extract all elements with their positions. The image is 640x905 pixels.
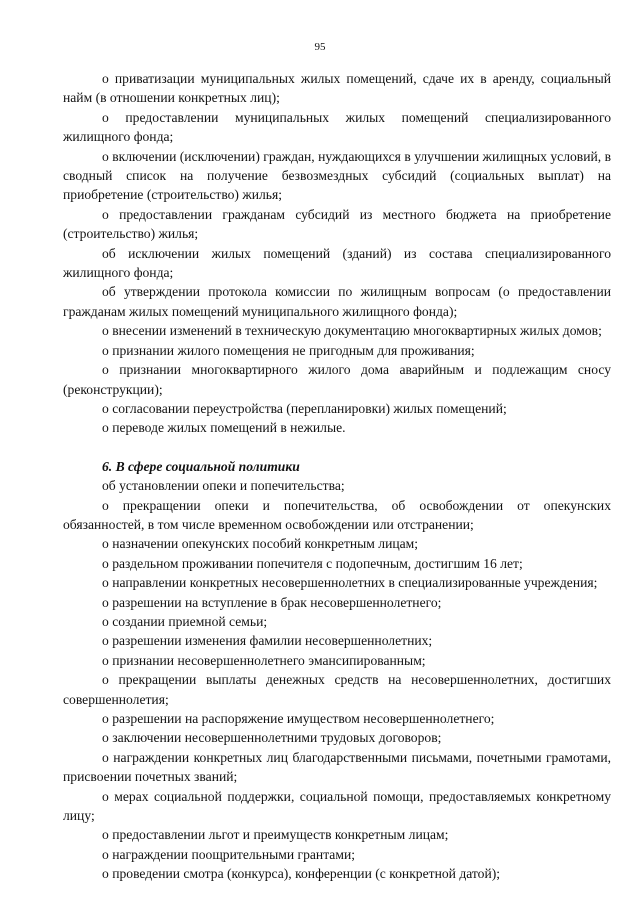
list-item: о разрешении изменения фамилии несовершеннолетних; <box>102 633 433 649</box>
list-item: о приватизации муниципальных жилых помещений, сдаче их в аренду, социальный найм (в отношении конкретных лиц); <box>63 71 611 106</box>
list-item: о предоставлении гражданам субсидий из местного бюджета на приобретение (строительство) жилья; <box>63 206 611 242</box>
list-item: о внесении изменений в техническую документацию многоквартирных жилых домов; <box>102 323 602 339</box>
list-item: о разрешении на распоряжение имуществом несовершеннолетнего; <box>102 711 495 726</box>
list-item: о признании многоквартирного жилого дома аварийным и подлежащим сносу (реконструкции); <box>63 362 611 397</box>
list-item: о награждении поощрительными грантами; <box>102 846 355 862</box>
list-item: о предоставлении муниципальных жилых помещений специализированного жилищного фонда; <box>63 109 611 145</box>
housing-list <box>63 69 611 438</box>
list-item: о признании жилого помещения не пригодным для проживания; <box>102 342 475 358</box>
list-item: об установлении опеки и попечительства; <box>102 478 345 494</box>
list-item: о включении (исключении) граждан, нуждающихся в улучшении жилищных условий, в сводный список на получение безвозмездных субсидий (социальных выплат) на приобретение (строительство) жилья; <box>63 148 611 203</box>
list-item: о разрешении на вступление в брак несовершеннолетнего; <box>102 594 442 610</box>
list-item: о раздельном проживании попечителя с подопечным, достигшим 16 лет; <box>102 555 523 571</box>
list-item: об утверждении протокола комиссии по жилищным вопросам (о предоставлении гражданам жилых помещений муниципального жилищного фонда); <box>63 284 611 319</box>
document-body <box>63 69 611 884</box>
list-item: об исключении жилых помещений (зданий) из состава специализированного жилищного фонда; <box>63 245 611 281</box>
list-item: о направлении конкретных несовершеннолетних в специализированные учреждения; <box>102 575 598 591</box>
social-list <box>63 476 611 884</box>
section-spacer <box>63 438 611 457</box>
page-number: 95 <box>314 41 326 53</box>
list-item: о признании несовершеннолетнего эмансипированным; <box>102 652 426 668</box>
list-item: о прекращении опеки и попечительства, об освобождении от опекунских обязанностей, в том числе временном освобождении или отстранении; <box>63 497 611 532</box>
section-heading: 6. В сфере социальной политики <box>102 458 300 474</box>
list-item: о проведении смотра (конкурса), конференции (с конкретной датой); <box>102 866 501 882</box>
list-item: о прекращении выплаты денежных средств на несовершеннолетних, достигших совершеннолетия; <box>63 672 611 707</box>
list-item: о заключении несовершеннолетними трудовых договоров; <box>102 730 442 746</box>
list-item: о создании приемной семьи; <box>102 613 268 629</box>
list-item: о предоставлении льгот и преимуществ конкретным лицам; <box>102 827 449 843</box>
list-item: о мерах социальной поддержки, социальной помощи, предоставляемых конкретному лицу; <box>63 788 611 824</box>
list-item: о награждении конкретных лиц благодарственными письмами, почетными грамотами, присвоении почетных званий; <box>63 749 611 785</box>
list-item: о назначении опекунских пособий конкретным лицам; <box>102 536 419 552</box>
list-item: о согласовании переустройства (перепланировки) жилых помещений; <box>102 400 507 416</box>
list-item: о переводе жилых помещений в нежилые. <box>102 420 346 436</box>
